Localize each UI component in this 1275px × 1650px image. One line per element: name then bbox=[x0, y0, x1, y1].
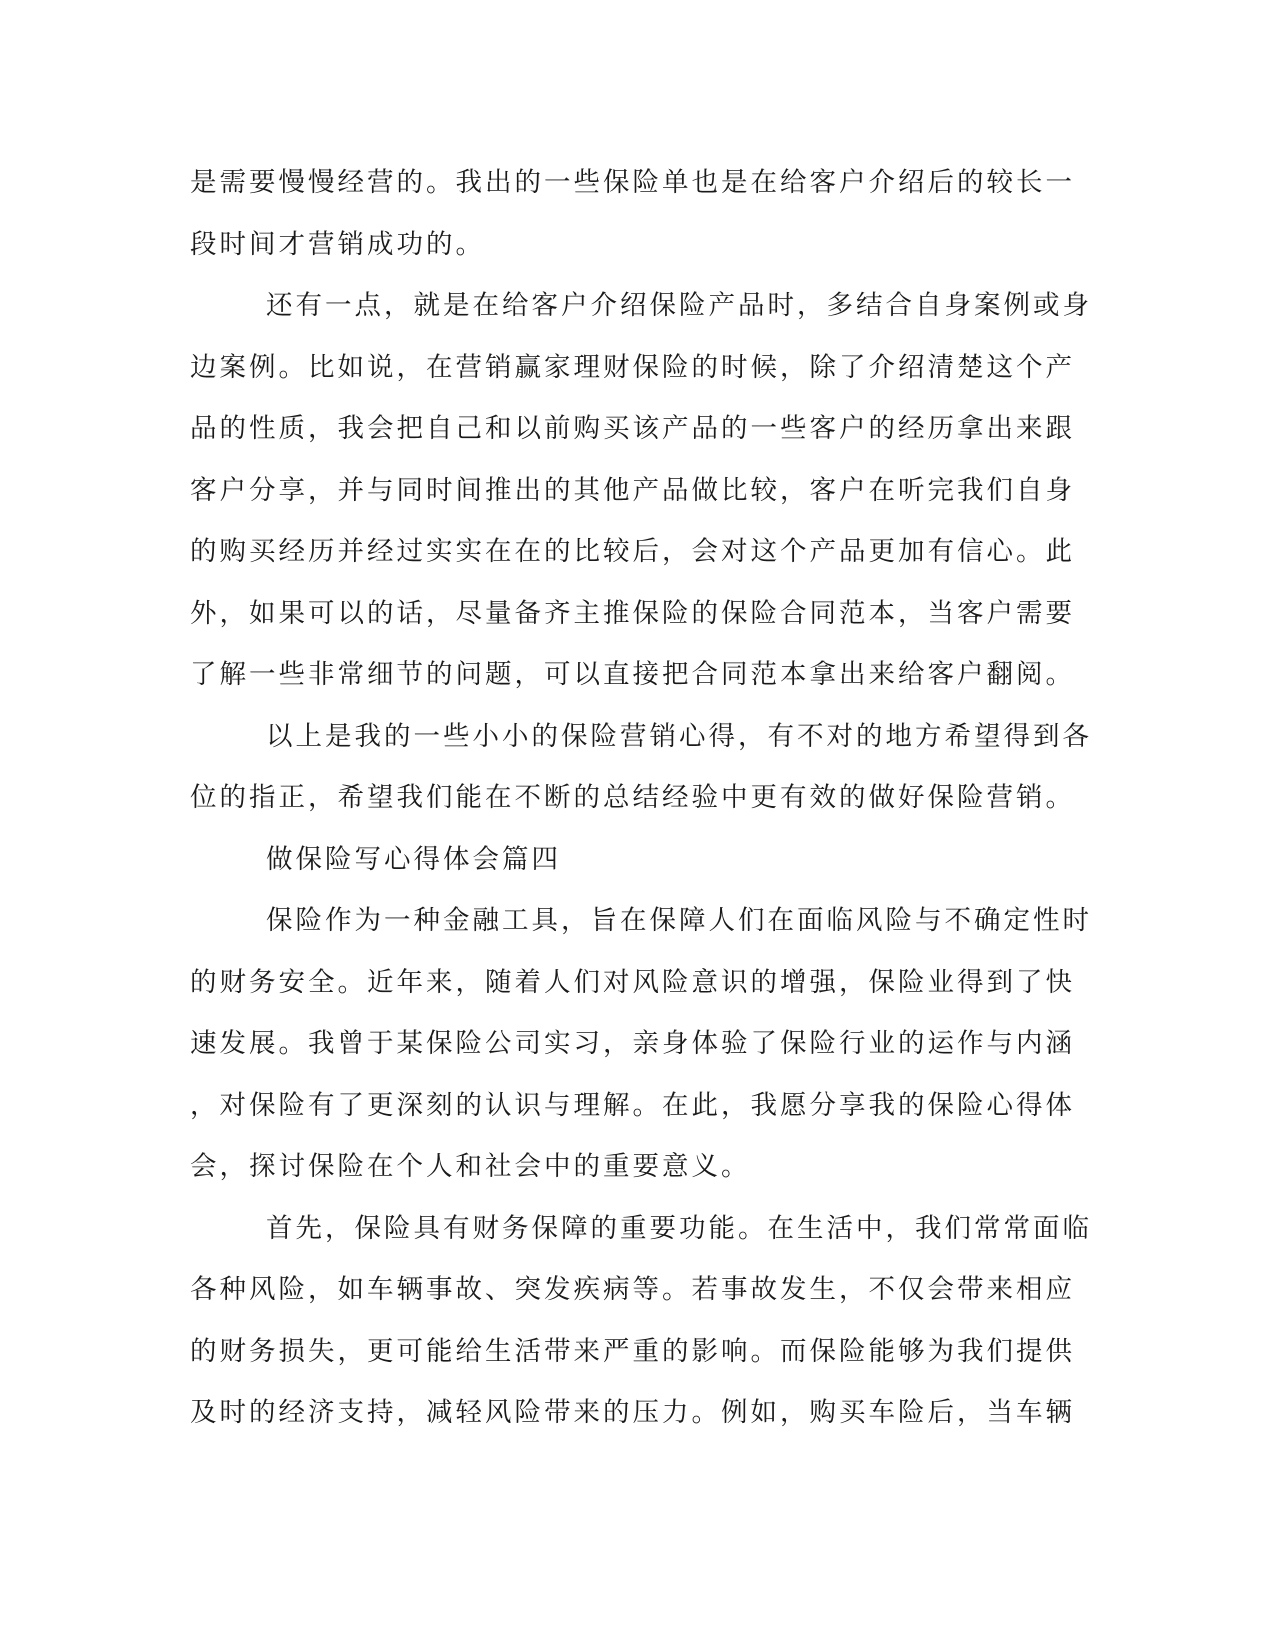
text-line: 了解一些非常细节的问题，可以直接把合同范本拿出来给客户翻阅。 bbox=[190, 659, 1075, 690]
text-line: 各种风险，如车辆事故、突发疾病等。若事故发生，不仅会带来相应 bbox=[190, 1274, 1075, 1305]
text-line: 外，如果可以的话，尽量备齐主推保险的保险合同范本，当客户需要 bbox=[190, 597, 1075, 629]
text-line: ，对保险有了更深刻的认识与理解。在此，我愿分享我的保险心得体 bbox=[190, 1089, 1075, 1121]
text-line: 以上是我的一些小小的保险营销心得，有不对的地方希望得到各 bbox=[266, 720, 1092, 752]
text-line: 客户分享，并与同时间推出的其他产品做比较，客户在听完我们自身 bbox=[190, 474, 1075, 506]
text-line: 还有一点，就是在给客户介绍保险产品时，多结合自身案例或身 bbox=[266, 290, 1092, 321]
text-line: 是需要慢慢经营的。我出的一些保险单也是在给客户介绍后的较长一 bbox=[190, 167, 1075, 198]
text-line: 会，探讨保险在个人和社会中的重要意义。 bbox=[190, 1151, 751, 1182]
text-line: 及时的经济支持，减轻风险带来的压力。例如，购买车险后，当车辆 bbox=[190, 1397, 1075, 1428]
text-line: 品的性质，我会把自己和以前购买该产品的一些客户的经历拿出来跟 bbox=[190, 413, 1075, 444]
text-line: 的购买经历并经过实实在在的比较后，会对这个产品更加有信心。此 bbox=[190, 536, 1075, 567]
section-heading: 做保险写心得体会篇四 bbox=[266, 843, 561, 875]
text-line: 首先，保险具有财务保障的重要功能。在生活中，我们常常面临 bbox=[266, 1212, 1092, 1244]
document-body bbox=[190, 152, 1090, 1444]
text-line: 的财务安全。近年来，随着人们对风险意识的增强，保险业得到了快 bbox=[190, 966, 1075, 998]
text-line: 段时间才营销成功的。 bbox=[190, 228, 485, 260]
text-line: 速发展。我曾于某保险公司实习，亲身体验了保险行业的运作与内涵 bbox=[190, 1028, 1075, 1059]
text-line: 位的指正，希望我们能在不断的总结经验中更有效的做好保险营销。 bbox=[190, 782, 1075, 813]
text-line: 边案例。比如说，在营销赢家理财保险的时候，除了介绍清楚这个产 bbox=[190, 351, 1075, 383]
text-line: 的财务损失，更可能给生活带来严重的影响。而保险能够为我们提供 bbox=[190, 1335, 1075, 1367]
text-line: 保险作为一种金融工具，旨在保障人们在面临风险与不确定性时 bbox=[266, 905, 1092, 936]
